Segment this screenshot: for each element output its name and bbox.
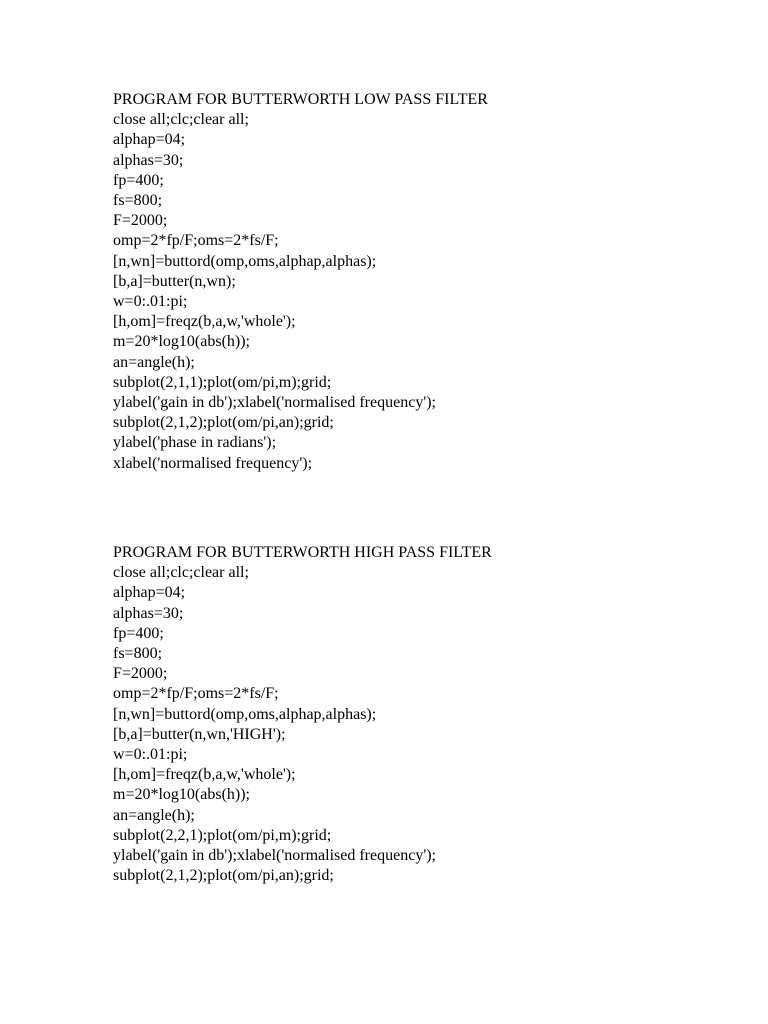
code-line: ylabel('gain in db');xlabel('normalised frequency'); xyxy=(113,847,436,865)
code-line: subplot(2,1,1);plot(om/pi,m);grid; xyxy=(113,373,332,391)
high-pass-heading: PROGRAM FOR BUTTERWORTH HIGH PASS FILTER xyxy=(113,544,492,561)
code-line: alphap=04; xyxy=(113,584,186,602)
code-line: subplot(2,1,2);plot(om/pi,an);grid; xyxy=(113,414,334,432)
code-line: [h,om]=freqz(b,a,w,'whole'); xyxy=(113,313,296,331)
code-line: omp=2*fp/F;oms=2*fs/F; xyxy=(113,685,279,703)
code-line: omp=2*fp/F;oms=2*fs/F; xyxy=(113,232,279,250)
code-line: w=0:.01:pi; xyxy=(113,293,188,311)
low-pass-program xyxy=(113,90,713,474)
code-line: alphas=30; xyxy=(113,151,184,169)
code-line: fs=800; xyxy=(113,192,163,210)
code-line: F=2000; xyxy=(113,212,168,230)
code-line: [n,wn]=buttord(omp,oms,alphap,alphas); xyxy=(113,705,377,723)
code-line: close all;clc;clear all; xyxy=(113,111,249,129)
code-line: ylabel('gain in db');xlabel('normalised frequency'); xyxy=(113,394,436,412)
code-line: [b,a]=butter(n,wn); xyxy=(113,272,236,290)
code-line: subplot(2,2,1);plot(om/pi,m);grid; xyxy=(113,826,332,844)
code-line: [b,a]=butter(n,wn,'HIGH'); xyxy=(113,725,286,743)
low-pass-heading: PROGRAM FOR BUTTERWORTH LOW PASS FILTER xyxy=(113,91,488,108)
code-line: fs=800; xyxy=(113,645,163,663)
high-pass-program xyxy=(113,543,713,886)
code-line: an=angle(h); xyxy=(113,806,195,824)
code-line: w=0:.01:pi; xyxy=(113,746,188,764)
code-line: m=20*log10(abs(h)); xyxy=(113,786,250,804)
code-line: xlabel('normalised frequency'); xyxy=(113,454,313,472)
code-line: [h,om]=freqz(b,a,w,'whole'); xyxy=(113,766,296,784)
code-line: ylabel('phase in radians'); xyxy=(113,434,277,452)
code-line: subplot(2,1,2);plot(om/pi,an);grid; xyxy=(113,867,334,885)
code-line: F=2000; xyxy=(113,665,168,683)
code-line: alphas=30; xyxy=(113,604,184,622)
code-line: m=20*log10(abs(h)); xyxy=(113,333,250,351)
code-line: [n,wn]=buttord(omp,oms,alphap,alphas); xyxy=(113,252,377,270)
code-line: an=angle(h); xyxy=(113,353,195,371)
code-line: fp=400; xyxy=(113,171,164,189)
code-line: alphap=04; xyxy=(113,131,186,149)
code-line: close all;clc;clear all; xyxy=(113,564,249,582)
code-line: fp=400; xyxy=(113,624,164,642)
